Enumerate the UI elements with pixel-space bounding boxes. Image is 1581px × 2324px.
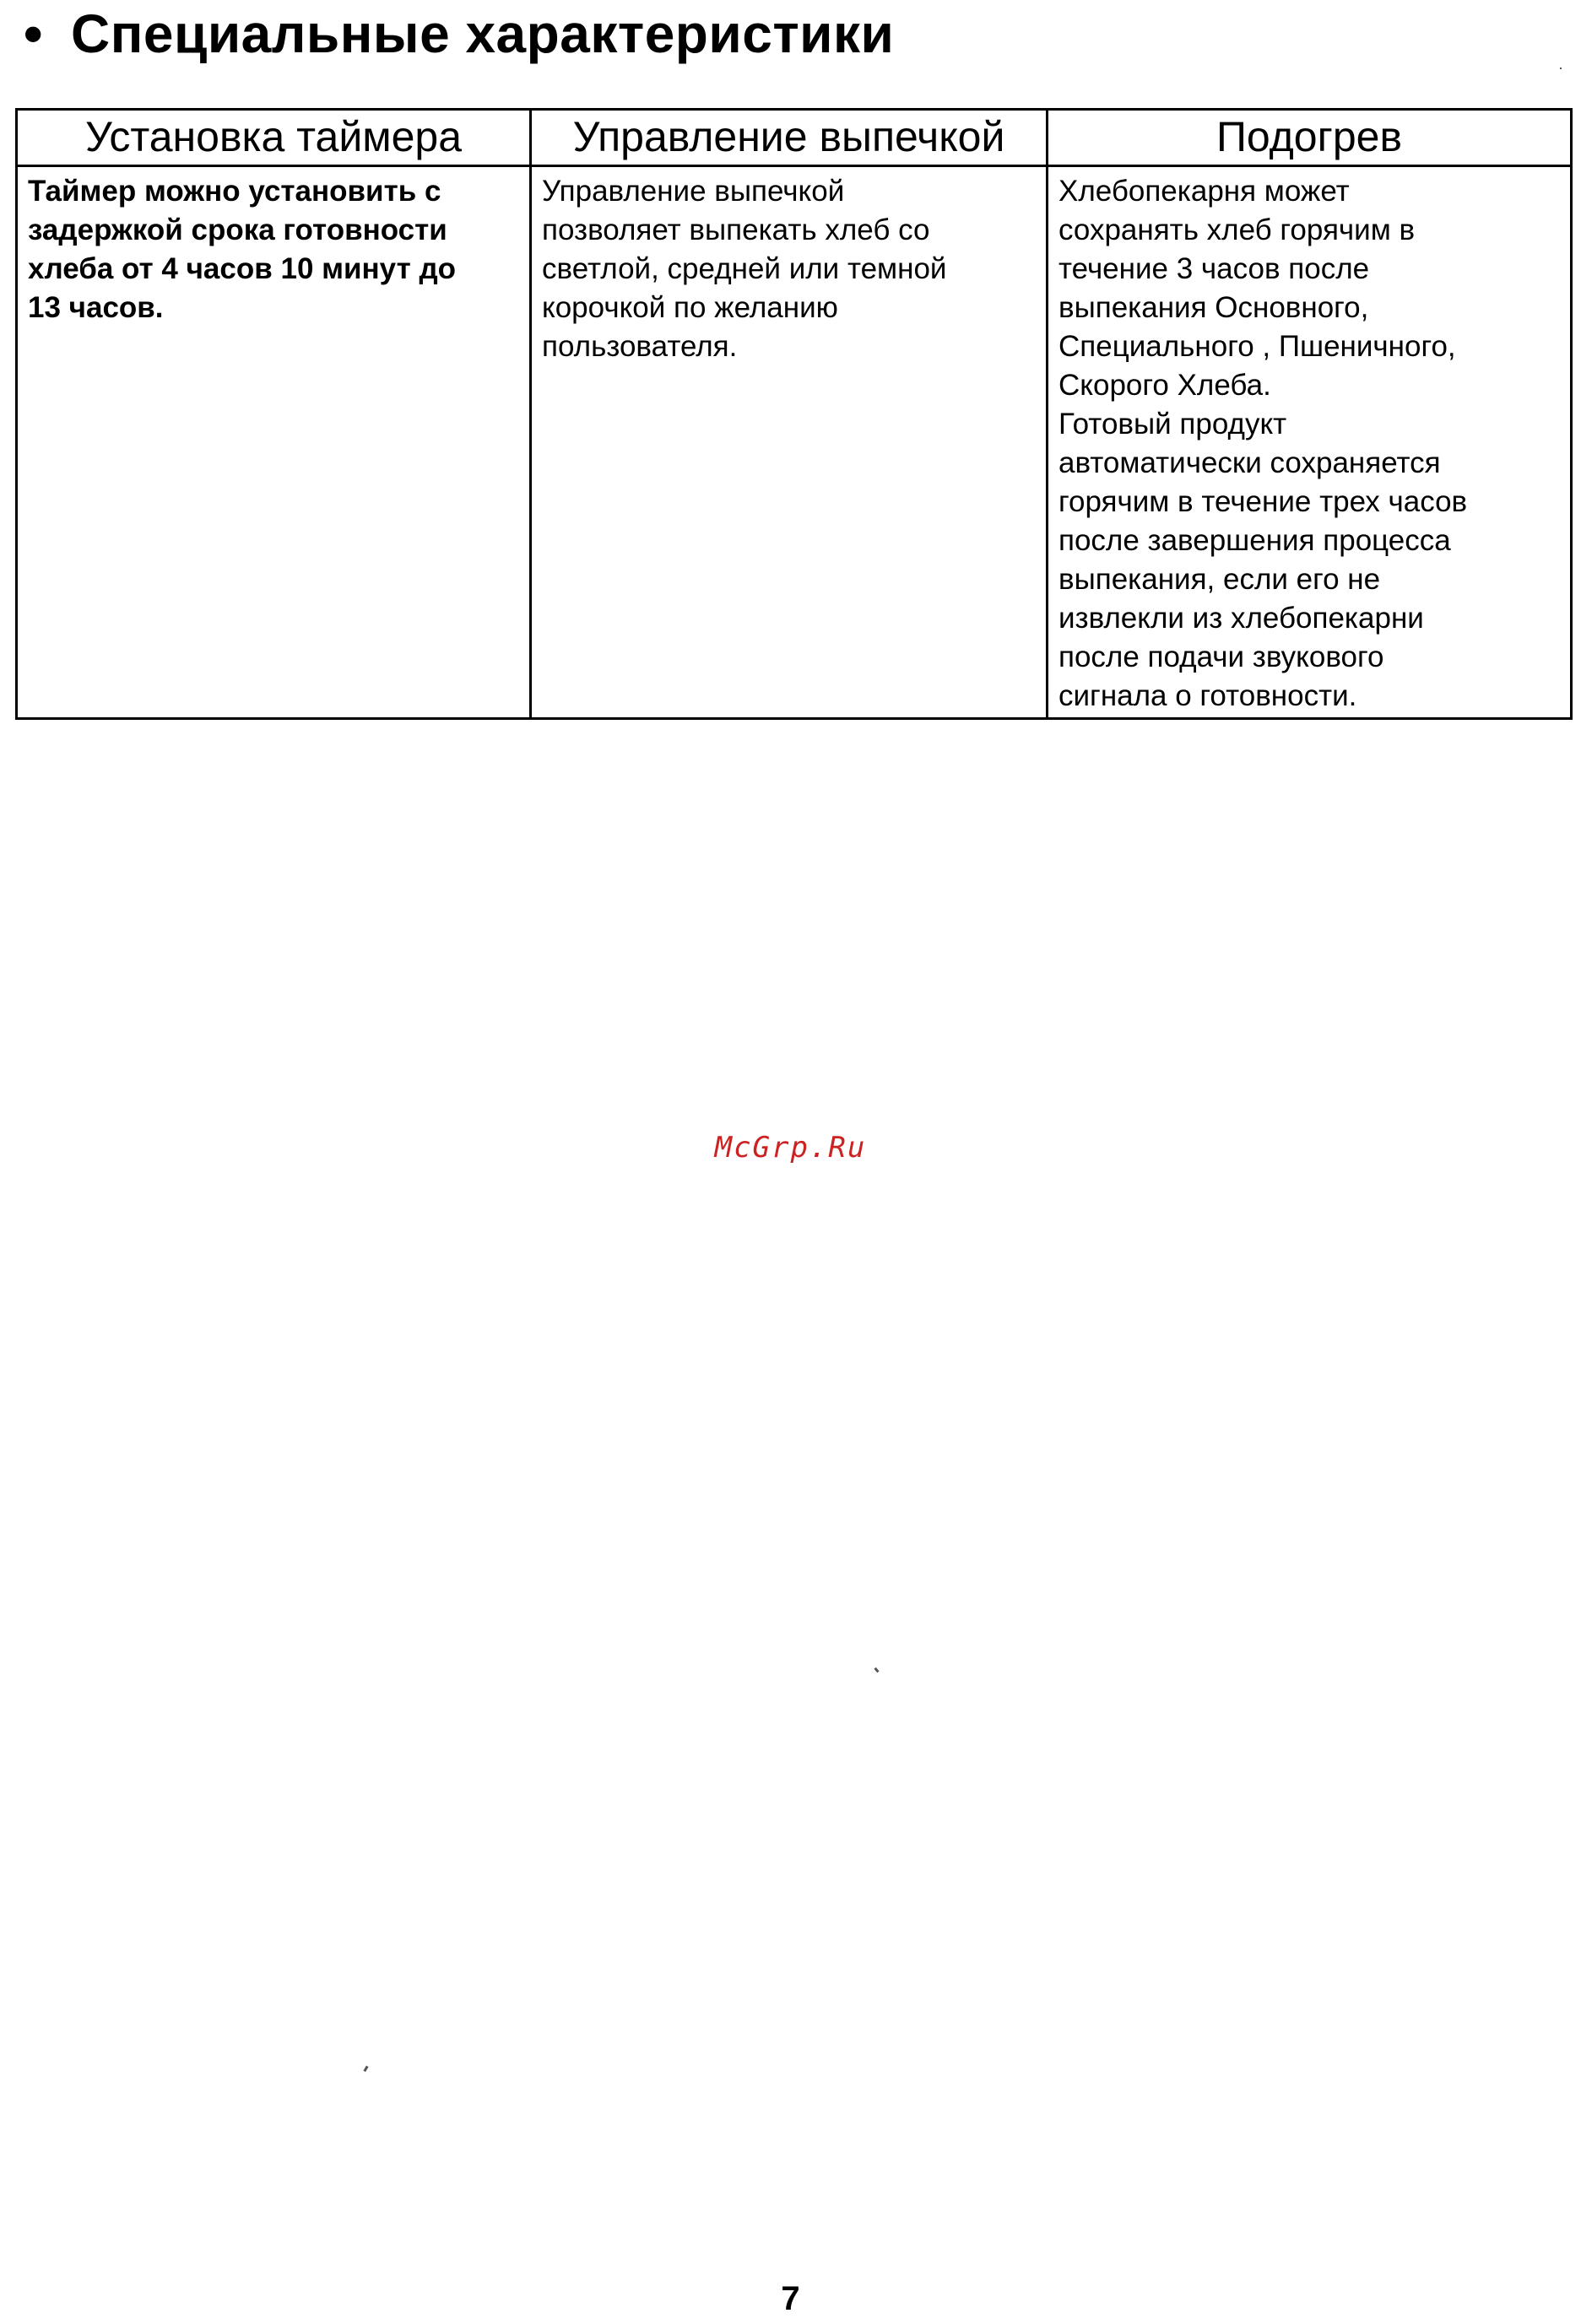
cell-text: Управление выпечкой позволяет выпекать хлеб со светлой, средней или темной корочкой по желанию пользователя. — [542, 175, 947, 363]
column-header-baking-control: Управление выпечкой — [531, 110, 1048, 166]
scan-speck — [874, 1667, 879, 1673]
bullet-icon: • — [24, 3, 43, 64]
cell-keep-warm-description — [1048, 166, 1572, 719]
scan-speck — [363, 2066, 368, 2073]
cell-text: Хлебопекарня может сохранять хлеб горячим в течение 3 часов после выпекания Основного, Специального , Пшеничного, Скорого Хлеба. Готовый продукт автоматически сохраняется горячим в течение трех часов после завершения процесса выпекания, если его не извлекли из хлебопекарни после подачи звукового сигнала о готовности. — [1059, 175, 1468, 712]
scan-speck — [1560, 68, 1562, 69]
table-row — [17, 166, 1572, 719]
page-number: 7 — [781, 2280, 800, 2317]
table-header-row — [17, 110, 1572, 166]
page-heading — [24, 0, 894, 68]
features-table — [15, 108, 1573, 720]
cell-timer-description — [17, 166, 531, 719]
cell-baking-control-description — [531, 166, 1048, 719]
column-header-keep-warm: Подогрев — [1048, 110, 1572, 166]
cell-text: Таймер можно установить с задержкой срока готовности хлеба от 4 часов 10 минут до 13 часов. — [28, 175, 457, 324]
watermark: McGrp.Ru — [714, 1131, 867, 1165]
heading-title: Специальные характеристики — [71, 3, 895, 64]
column-header-timer: Установка таймера — [17, 110, 531, 166]
